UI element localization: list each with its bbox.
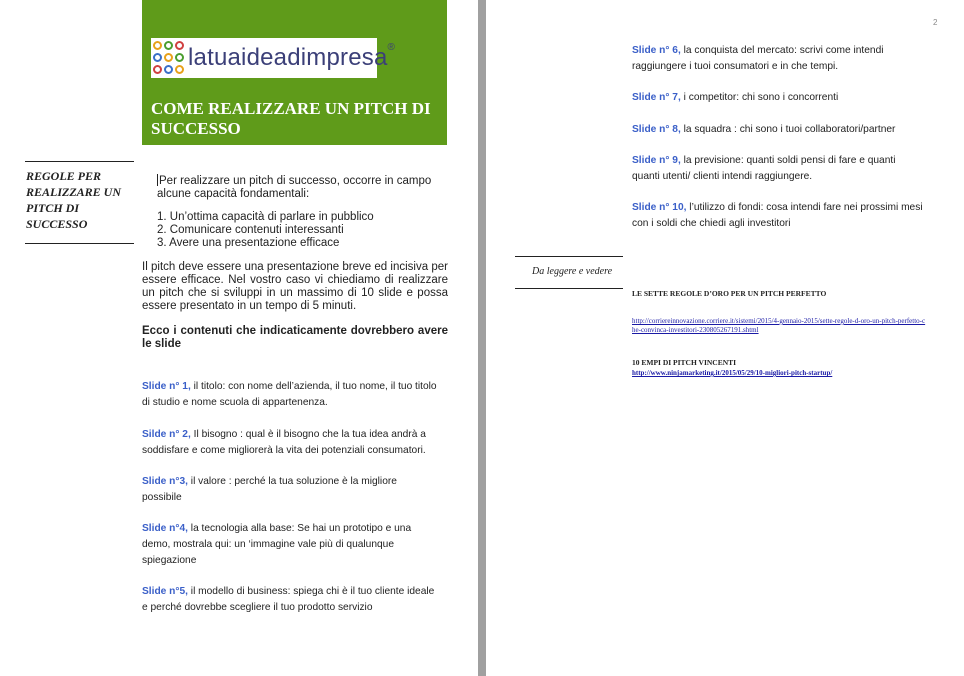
- read-rule-bottom: [515, 288, 623, 289]
- page-right: [486, 0, 964, 676]
- pitch-paragraph: Il pitch deve essere una presentazione breve ed incisiva per essere efficace. Nel vostro caso vi chiediamo di realizzare un pitch che si sviluppi in un massimo di 10 slide e possa essere presentato in un tempo di 5 minuti.: [142, 261, 448, 312]
- read-rule-top: [515, 256, 623, 257]
- slide-item-2: Silde n° 2, Il bisogno : qual è il bisogno che la tua idea andrà a soddisfare e come migliorerà la vita dei potenziali consumatori.: [142, 429, 426, 456]
- contents-heading: Ecco i contenuti che indicaticamente dovrebbero avere le slide: [142, 325, 448, 350]
- list-item: 2. Comunicare contenuti interessanti: [157, 224, 344, 236]
- document-title: COME REALIZZARE UN PITCH DI SUCCESSO: [151, 99, 431, 138]
- slide-item-8: Slide n° 8, la squadra : chi sono i tuoi collaboratori/partner: [632, 124, 896, 135]
- slide-item-3: Slide n°3, il valore : perché la tua soluzione è la migliore possibile: [142, 476, 397, 503]
- slide-item-4: Slide n°4, la tecnologia alla base: Se hai un prototipo e una demo, mostrala qui: un ‘immagine vale più di qualunque spiegazione: [142, 523, 412, 566]
- slide-item-9: Slide n° 9, la previsione: quanti soldi pensi di fare e quanti quanti utenti/ clienti intendi raggiungere.: [632, 155, 896, 182]
- sidebar-rule-bottom: [25, 243, 134, 244]
- slide-item-1: Slide n° 1, il titolo: con nome dell’azienda, il tuo nome, il tuo titolo di studio e nome scuola di appartenenza.: [142, 381, 437, 408]
- list-item: 3. Avere una presentazione efficace: [157, 237, 340, 249]
- page-gutter: [478, 0, 486, 676]
- skills-list: [157, 211, 374, 250]
- reference-title-2: 10 EMPI DI PITCH VINCENTI: [632, 358, 737, 367]
- slide-item-10: Slide n° 10, l’utilizzo di fondi: cosa intendi fare nei prossimi mesi con i soldi che chiedi agli investitori: [632, 202, 923, 229]
- list-item: 1. Un’ottima capacità di parlare in pubblico: [157, 211, 374, 223]
- slide-item-5: Slide n°5, il modello di business: spiega chi è il tuo cliente ideale e perché dovrebbe scegliere il tuo prodotto servizio: [142, 586, 435, 613]
- page-number: 2: [933, 18, 938, 27]
- reference-link-1[interactable]: http://corriereinnovazione.corriere.it/sistemi/2015/4-gennaio-2015/sette-regole-d-oro-un-pitch-perfetto-che-convinca-investitori-230805267191.shtml: [632, 317, 926, 334]
- logo: [151, 38, 396, 78]
- logo-wordmark: latuaideadimpresa®: [188, 42, 396, 71]
- reference-title-1: LE SETTE REGOLE D’ORO PER UN PITCH PERFETTO: [632, 289, 827, 298]
- sidebar-rule-top: [25, 161, 134, 162]
- read-heading: Da leggere e vedere: [532, 266, 613, 277]
- page-left: [0, 0, 478, 676]
- title-banner: [142, 0, 447, 145]
- slide-item-7: Slide n° 7, i competitor: chi sono i concorrenti: [632, 92, 839, 103]
- intro-paragraph: Per realizzare un pitch di successo, occorre in campo alcune capacità fondamentali:: [157, 175, 432, 200]
- reference-link-2[interactable]: http://www.ninjamarketing.it/2015/05/29/10-migliori-pitch-startup/: [632, 369, 833, 377]
- text-cursor: [157, 174, 158, 186]
- logo-grid-icon: [153, 41, 185, 75]
- sidebar-heading: REGOLE PER REALIZZARE UN PITCH DI SUCCESSO: [26, 169, 122, 231]
- slide-item-6: Slide n° 6, la conquista del mercato: scrivi come intendi raggiungere i tuoi consumatori e in che tempi.: [632, 45, 884, 72]
